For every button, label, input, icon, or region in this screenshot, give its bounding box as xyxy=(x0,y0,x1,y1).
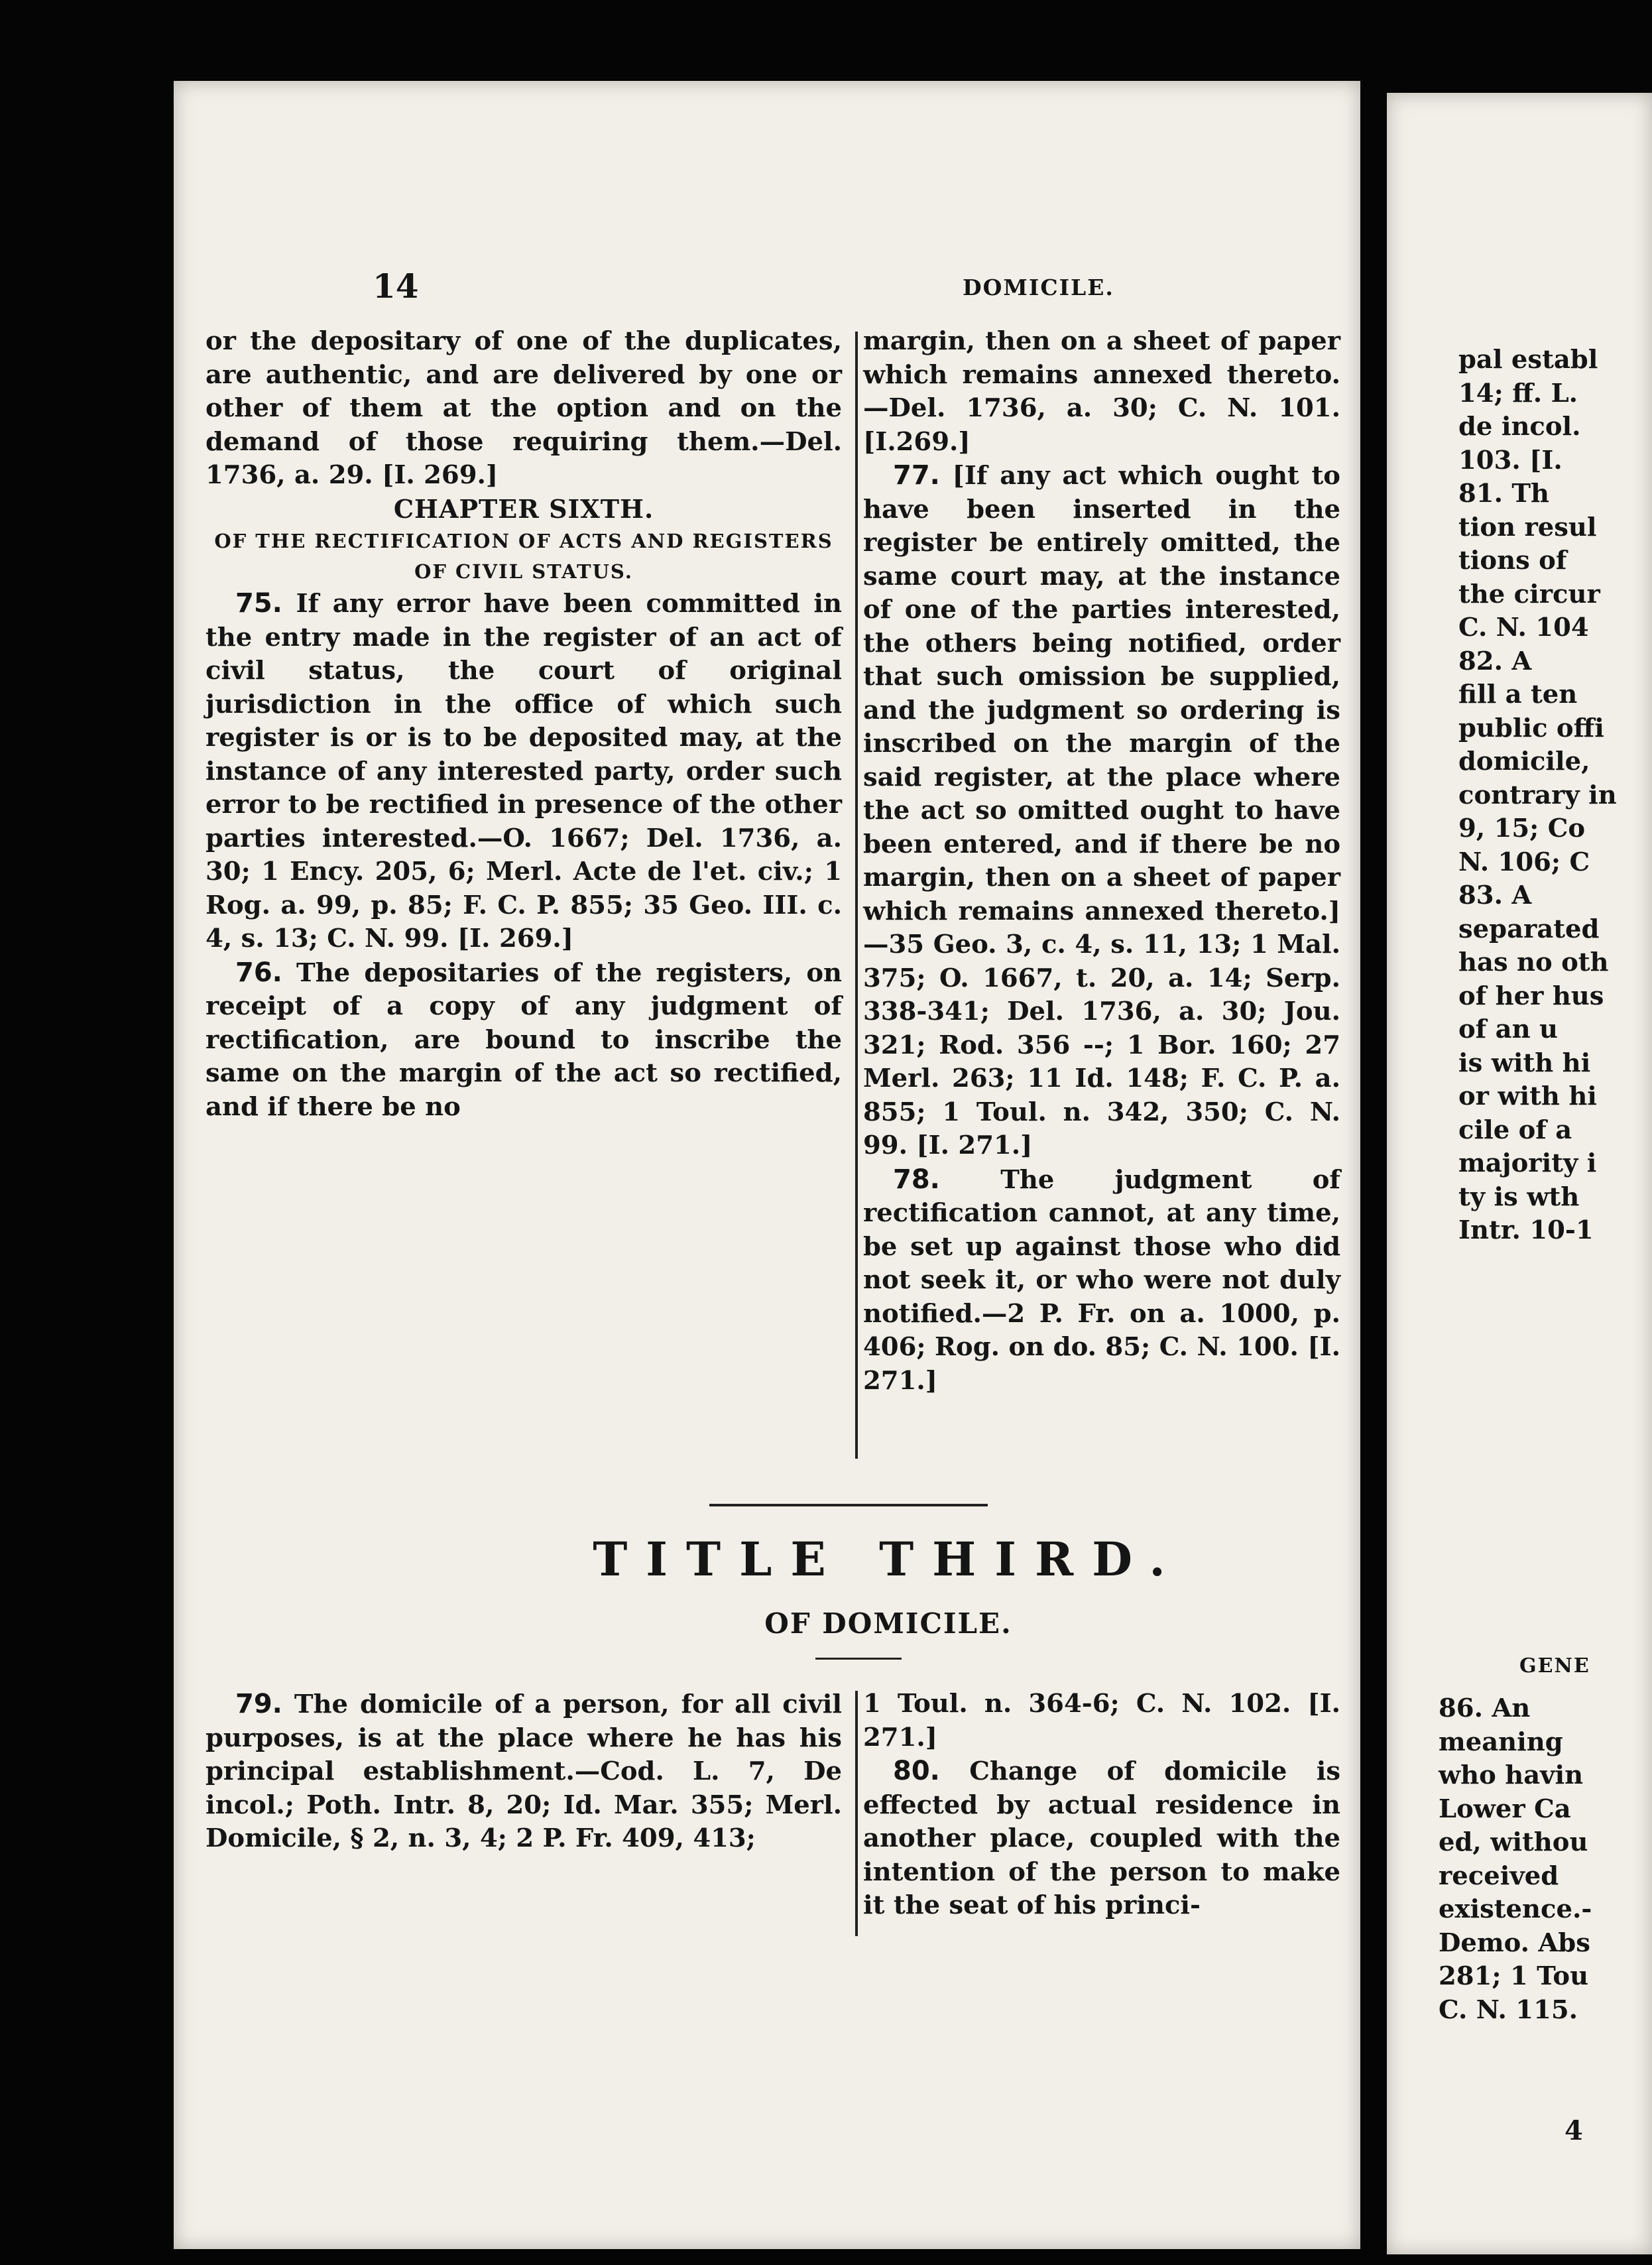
article-76-text: The depositaries of the registers, on receipt of a copy of any judgment of rectification, are bound to inscribe the same on the margin of the act so rectified, and if there be no xyxy=(206,957,842,1122)
next-page-line: Demo. Abs xyxy=(1439,1928,1590,1958)
column-right-upper xyxy=(863,325,1340,1398)
next-page-line: received xyxy=(1439,1861,1559,1891)
next-page-line: 9, 15; Co xyxy=(1458,814,1586,843)
page-number: 14 xyxy=(373,267,419,306)
column-right-lower xyxy=(863,1687,1340,1923)
next-page-line: N. 106; C xyxy=(1458,847,1590,877)
next-page-column-top xyxy=(1458,343,1617,1248)
next-page-line: is with hi xyxy=(1458,1048,1591,1078)
article-76 xyxy=(206,956,842,1125)
next-page-line: Lower Ca xyxy=(1439,1794,1571,1824)
column-divider-lower xyxy=(855,1691,858,1936)
next-page-line: meaning xyxy=(1439,1727,1563,1757)
book-page-right-partial xyxy=(1387,93,1652,2254)
article-78-text: The judgment of rectification cannot, at any time, be set up against those who did not seek it, or who were not duly notified.—2 P. Fr. on a. 1000, p. 406; Rog. on do. 85; C. N. 100. [I. 271.] xyxy=(863,1164,1340,1396)
next-page-line: pal establ xyxy=(1458,345,1598,375)
article-75-number: 75. xyxy=(235,588,282,619)
next-page-line: the circur xyxy=(1458,579,1600,609)
next-page-line: ed, withou xyxy=(1439,1827,1588,1857)
next-page-line: 14; ff. L. xyxy=(1458,378,1578,408)
next-page-line: 281; 1 Tou xyxy=(1439,1961,1589,1991)
article-77-text: [If any act which ought to have been inserted in the register be entirely omitted, the same court may, at the instance of one of the parties interested, the others being notified, order that such omission be supplied, and the judgment so ordering is inscribed on the margin of the said register, at the place where the act so omitted ought to have been entered, and if there be no margin, then on a sheet of paper which remains annexed thereto.]—35 Geo. 3, c. 4, s. 11, 13; 1 Mal. 375; O. 1667, t. 20, a. 14; Serp. 338-341; Del. 1736, a. 30; Jou. 321; Rod. 356 --; 1 Bor. 160; 27 Merl. 263; 11 Id. 148; F. C. P. a. 855; 1 Toul. n. 342, 350; C. N. 99. [I. 271.] xyxy=(863,461,1340,1160)
next-page-line: domicile, xyxy=(1458,747,1590,776)
article-77 xyxy=(863,459,1340,1163)
title-rule-top xyxy=(709,1504,988,1506)
column-left-upper xyxy=(206,325,842,1124)
running-head xyxy=(174,267,1360,320)
next-page-line: 82. A xyxy=(1458,646,1532,676)
next-page-number-fragment: 4 xyxy=(1564,2115,1583,2146)
article-80-text: Change of domicile is effected by actual residence in another place, coupled with the intention of the person to make it the seat of his princi- xyxy=(863,1756,1340,1920)
next-page-line: of an u xyxy=(1458,1014,1558,1044)
next-page-line: 81. Th xyxy=(1458,479,1550,509)
next-page-line: contrary in xyxy=(1458,780,1617,810)
paragraph-continuation: or the depositary of one of the duplicates, are authentic, and are delivered by one or other of them at the option and on the demand of those requiring them.—Del. 1736, a. 29. [I. 269.] xyxy=(206,326,842,490)
column-divider-upper xyxy=(855,332,858,1459)
next-page-line: C. N. 104 xyxy=(1458,613,1589,643)
next-page-line: majority i xyxy=(1458,1148,1597,1178)
next-page-line: tion resul xyxy=(1458,512,1597,542)
next-page-line: existence.- xyxy=(1439,1894,1592,1924)
title-rule-bottom xyxy=(815,1658,902,1660)
next-page-line: 86. An xyxy=(1439,1693,1531,1723)
next-page-line: public offi xyxy=(1458,713,1604,743)
article-78 xyxy=(863,1163,1340,1398)
next-page-line: separated xyxy=(1458,914,1600,944)
next-page-heading-fragment: GENE xyxy=(1519,1654,1590,1678)
title-heading: TITLE THIRD. xyxy=(593,1532,1184,1587)
next-page-line: de incol. xyxy=(1458,412,1581,442)
paragraph-continuation: margin, then on a sheet of paper which remains annexed thereto.—Del. 1736, a. 30; C. N. 101. [I.269.] xyxy=(863,326,1340,457)
article-80 xyxy=(863,1754,1340,1923)
article-79 xyxy=(206,1687,842,1856)
article-75-text: If any error have been committed in the entry made in the register of an act of civil status, the court of original jurisdiction in the office of which such register is or is to be deposited may, at the instance of any interested party, order such error to be rectified in presence of the other parties interested.—O. 1667; Del. 1736, a. 30; 1 Ency. 205, 6; Merl. Acte de l'et. civ.; 1 Rog. a. 99, p. 85; F. C. P. 855; 35 Geo. III. c. 4, s. 13; C. N. 99. [I. 269.] xyxy=(206,589,842,953)
title-subheading: OF DOMICILE. xyxy=(764,1607,1012,1640)
next-page-line: tions of xyxy=(1458,546,1567,576)
next-page-line: 83. A xyxy=(1458,881,1532,910)
chapter-subheading: OF THE RECTIFICATION OF ACTS AND REGISTERS OF CIVIL STATUS. xyxy=(214,530,833,583)
article-80-number: 80. xyxy=(893,1756,940,1786)
next-page-line: fill a ten xyxy=(1458,680,1578,709)
next-page-line: or with hi xyxy=(1458,1081,1597,1111)
article-75 xyxy=(206,587,842,956)
article-79-text: The domicile of a person, for all civil purposes, is at the place where he has his principal establishment.—Cod. L. 7, De incol.; Poth. Intr. 8, 20; Id. Mar. 355; Merl. Domicile, § 2, n. 3, 4; 2 P. Fr. 409, 413; xyxy=(206,1689,842,1853)
next-page-column-bottom xyxy=(1439,1692,1592,2027)
next-page-line: cile of a xyxy=(1458,1115,1572,1145)
next-page-line: who havin xyxy=(1439,1760,1584,1790)
next-page-line: has no oth xyxy=(1458,948,1609,977)
column-left-lower xyxy=(206,1687,842,1856)
next-page-line: of her hus xyxy=(1458,981,1604,1011)
next-page-line: 103. [I. xyxy=(1458,445,1563,475)
next-page-line: C. N. 115. xyxy=(1439,1994,1578,2025)
running-title: DOMICILE. xyxy=(963,275,1114,300)
paragraph-continuation: 1 Toul. n. 364-6; C. N. 102. [I. 271.] xyxy=(863,1689,1340,1752)
next-page-line: Intr. 10-1 xyxy=(1458,1215,1594,1245)
article-78-number: 78. xyxy=(893,1164,940,1195)
next-page-line: ty is wth xyxy=(1458,1182,1580,1212)
chapter-heading: CHAPTER SIXTH. xyxy=(393,493,654,524)
article-77-number: 77. xyxy=(893,460,940,491)
article-76-number: 76. xyxy=(235,957,282,988)
article-79-number: 79. xyxy=(235,1689,282,1719)
